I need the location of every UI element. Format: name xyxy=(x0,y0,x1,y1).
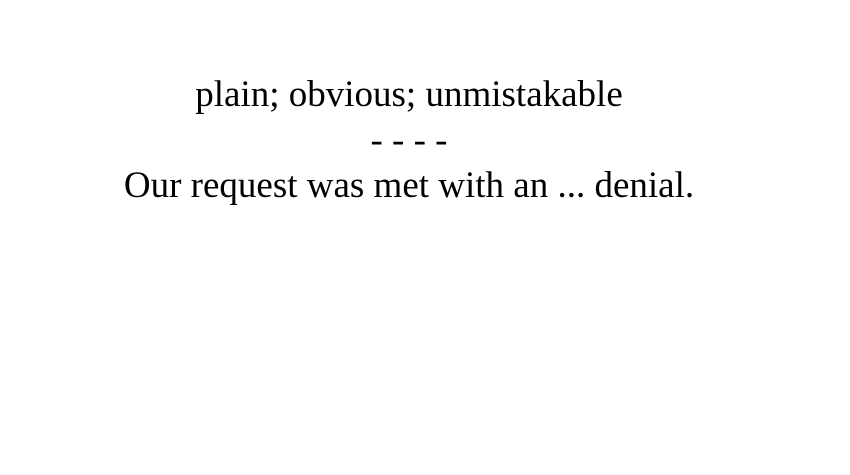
separator: - - - - xyxy=(370,120,448,161)
example-sentence: Our request was met with an ... denial. xyxy=(123,165,695,206)
definition-text: plain; obvious; unmistakable xyxy=(195,74,623,115)
